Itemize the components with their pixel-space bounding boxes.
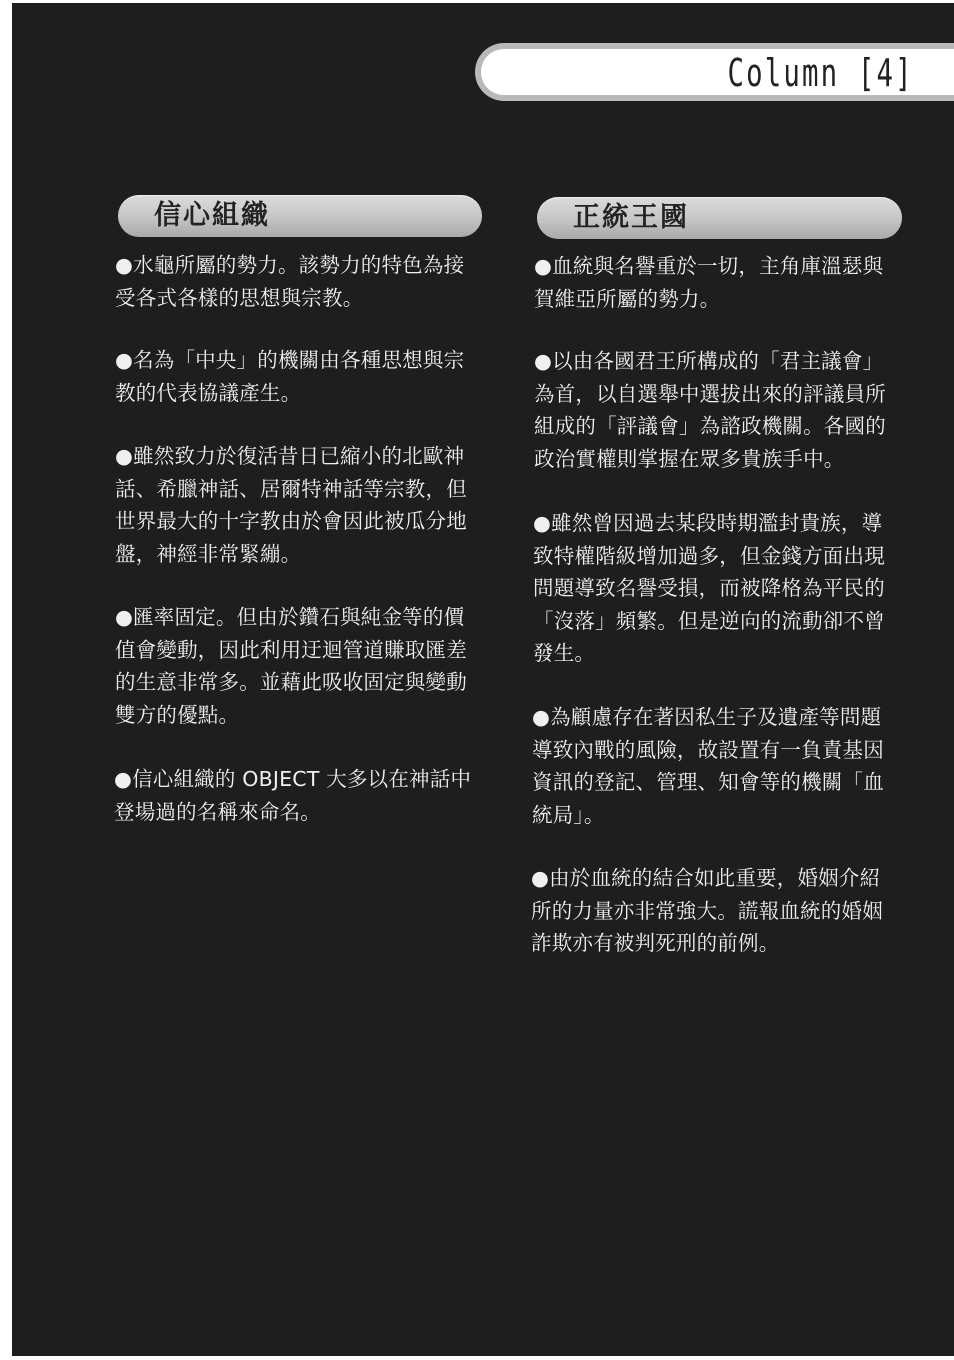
text-line: ●名為「中央」的機關由各種思想與宗 [115,348,465,372]
text-line: 所的力量亦非常強大。謊報血統的婚姻 [531,898,883,923]
text-line: 統局」。 [532,802,605,827]
text-line: ●匯率固定。但由於鑽石與純金等的價 [115,605,465,629]
text-line: ●水龜所屬的勢力。該勢力的特色為接 [115,253,465,277]
text-line: 雙方的優點。 [115,702,240,727]
column-title: Column [4] [727,51,914,95]
text-line: 資訊的登記、管理、知會等的機關「血 [532,770,884,794]
right-paragraph-3 [533,507,913,670]
text-line: 賀維亞所屬的勢力。 [534,286,721,311]
text-line: 詐欺亦有被判死刑的前例。 [531,931,780,955]
text-line: 話、希臘神話、居爾特神話等宗教，但 [115,476,467,501]
text-line: ●雖然曾因過去某段時期濫封貴族，導 [533,511,883,535]
left-paragraph-4 [115,601,495,731]
text-line: ●雖然致力於復活昔日已縮小的北歐神 [115,444,465,468]
text-line: 問題導致名譽受損，而被降格為平民的 [533,576,885,600]
right-paragraph-1 [534,250,914,315]
column-header-tab [475,43,954,101]
text-line: ●血統與名譽重於一切，主角庫溫瑟與 [534,254,884,278]
text-line: ●由於血統的結合如此重要，婚姻介紹 [531,866,881,890]
text-line: 盤，神經非常緊繃。 [115,541,302,566]
text-line: 致特權階級增加過多，但金錢方面出現 [533,543,885,568]
right-paragraph-4 [532,701,912,831]
right-section-header [537,197,902,239]
right-section-title: 正統王國 [573,202,689,233]
left-paragraph-2 [115,344,495,409]
left-paragraph-5 [114,763,494,828]
text-line: 教的代表協議產生。 [115,380,302,405]
right-paragraph-2 [534,345,914,475]
text-line: 發生。 [533,641,596,665]
left-section-header [118,195,482,237]
text-line: 的生意非常多。並藉此吸收固定與變動 [115,670,467,694]
text-line: 為首，以自選舉中選拔出來的評議員所 [534,381,886,406]
text-line: 登場過的名稱來命名。 [114,799,321,824]
left-paragraph-3 [115,440,495,570]
text-line: 導致內戰的風險，故設置有一負責基因 [532,737,884,762]
text-line: 值會變動，因此利用迂迴管道賺取匯差 [115,637,467,662]
text-line: 受各式各樣的思想與宗教。 [115,285,364,310]
text-line: ●為顧慮存在著因私生子及遺產等問題 [532,705,882,729]
right-paragraph-5 [531,862,911,960]
text-line: 組成的「評議會」為諮政機關。各國的 [534,414,886,438]
text-line: ●以由各國君王所構成的「君主議會」 [534,349,884,373]
left-paragraph-1 [115,249,495,314]
text-line: 世界最大的十字教由於會因此被瓜分地 [115,509,467,533]
left-section-title: 信心組織 [154,200,270,231]
text-line: 「沒落」頻繁。但是逆向的流動卻不曾 [533,608,885,633]
text-line: 政治實權則掌握在眾多貴族手中。 [534,446,845,471]
text-line: ●信心組織的 OBJECT 大多以在神話中 [114,767,472,791]
